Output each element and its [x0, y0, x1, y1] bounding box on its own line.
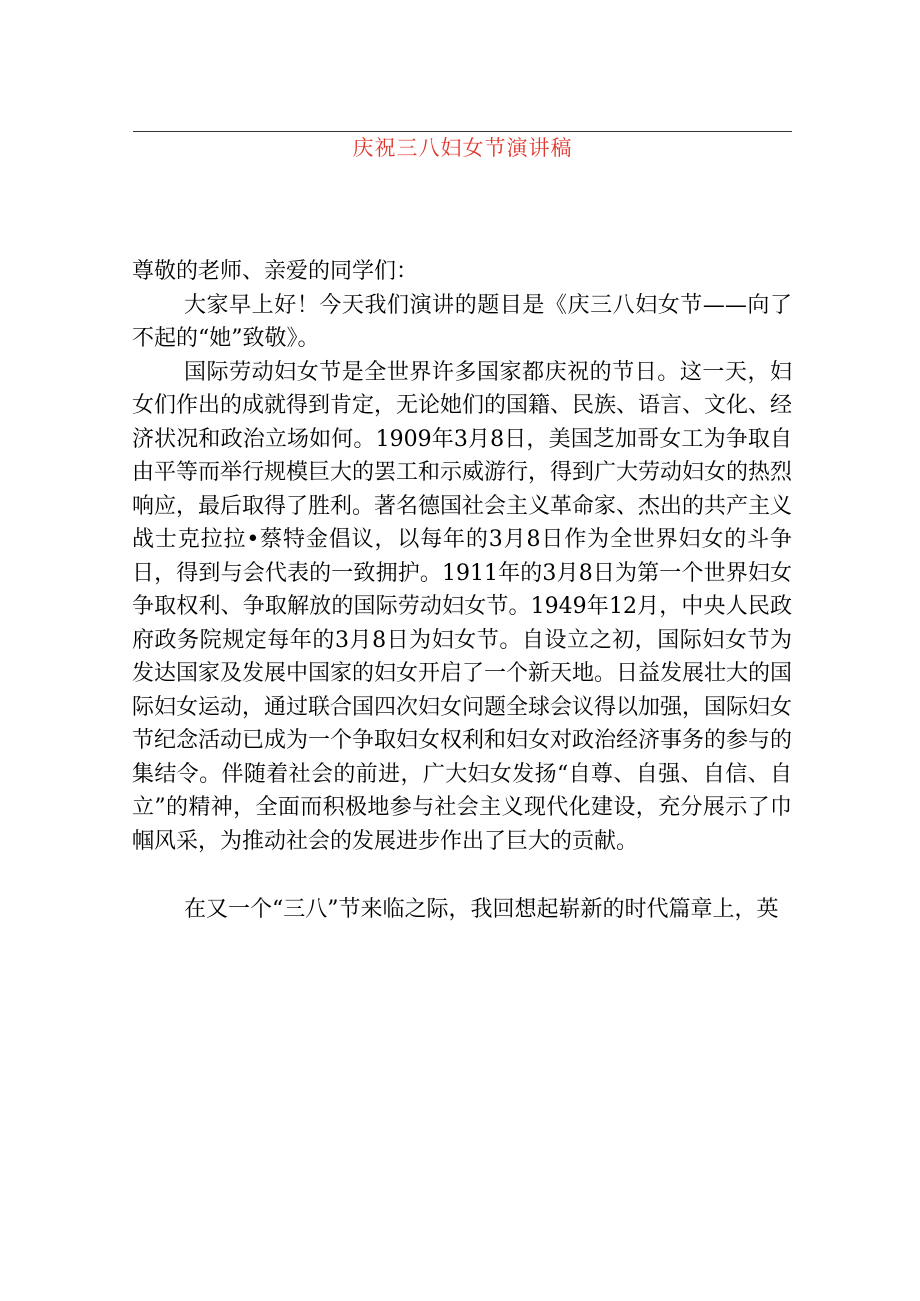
- document-title: 庆祝三八妇女节演讲稿: [352, 136, 573, 160]
- salutation: 尊敬的老师、亲爱的同学们：: [132, 259, 419, 284]
- document-body: [132, 255, 792, 927]
- header-rule: [133, 131, 792, 132]
- paragraph-reflection: 在又一个“三八”节来临之际，我回想起崭新的时代篇章上，英: [184, 897, 779, 922]
- paragraph-greeting: 大家早上好！今天我们演讲的题目是《庆三八妇女节——向了不起的“她”致敬》。: [132, 292, 792, 351]
- paragraph-history: 国际劳动妇女节是全世界许多国家都庆祝的节日。这一天，妇女们作出的成就得到肯定，无论她们的国籍、民族、语言、文化、经济状况和政治立场如何。1909年3月8日，美国芝加哥女工为争取自由平等而举行规模巨大的罢工和示威游行，得到广大劳动妇女的热烈响应，最后取得了胜利。著名德国社会主义革命家、杰出的共产主义战士克拉拉•蔡特金倡议，以每年的3月8日作为全世界妇女的斗争日，得到与会代表的一致拥护。1911年的3月8日为第一个世界妇女争取权利、争取解放的国际劳动妇女节。1949年12月，中央人民政府政务院规定每年的3月8日为妇女节。自设立之初，国际妇女节为发达国家及发展中国家的妇女开启了一个新天地。日益发展壮大的国际妇女运动，通过联合国四次妇女问题全球会议得以加强，国际妇女节纪念活动已成为一个争取妇女权利和妇女对政治经济事务的参与的集结令。伴随着社会的前进，广大妇女发扬“自尊、自强、自信、自立”的精神，全面而积极地参与社会主义现代化建设，充分展示了巾帼风采，为推动社会的发展进步作出了巨大的贡献。: [132, 359, 793, 854]
